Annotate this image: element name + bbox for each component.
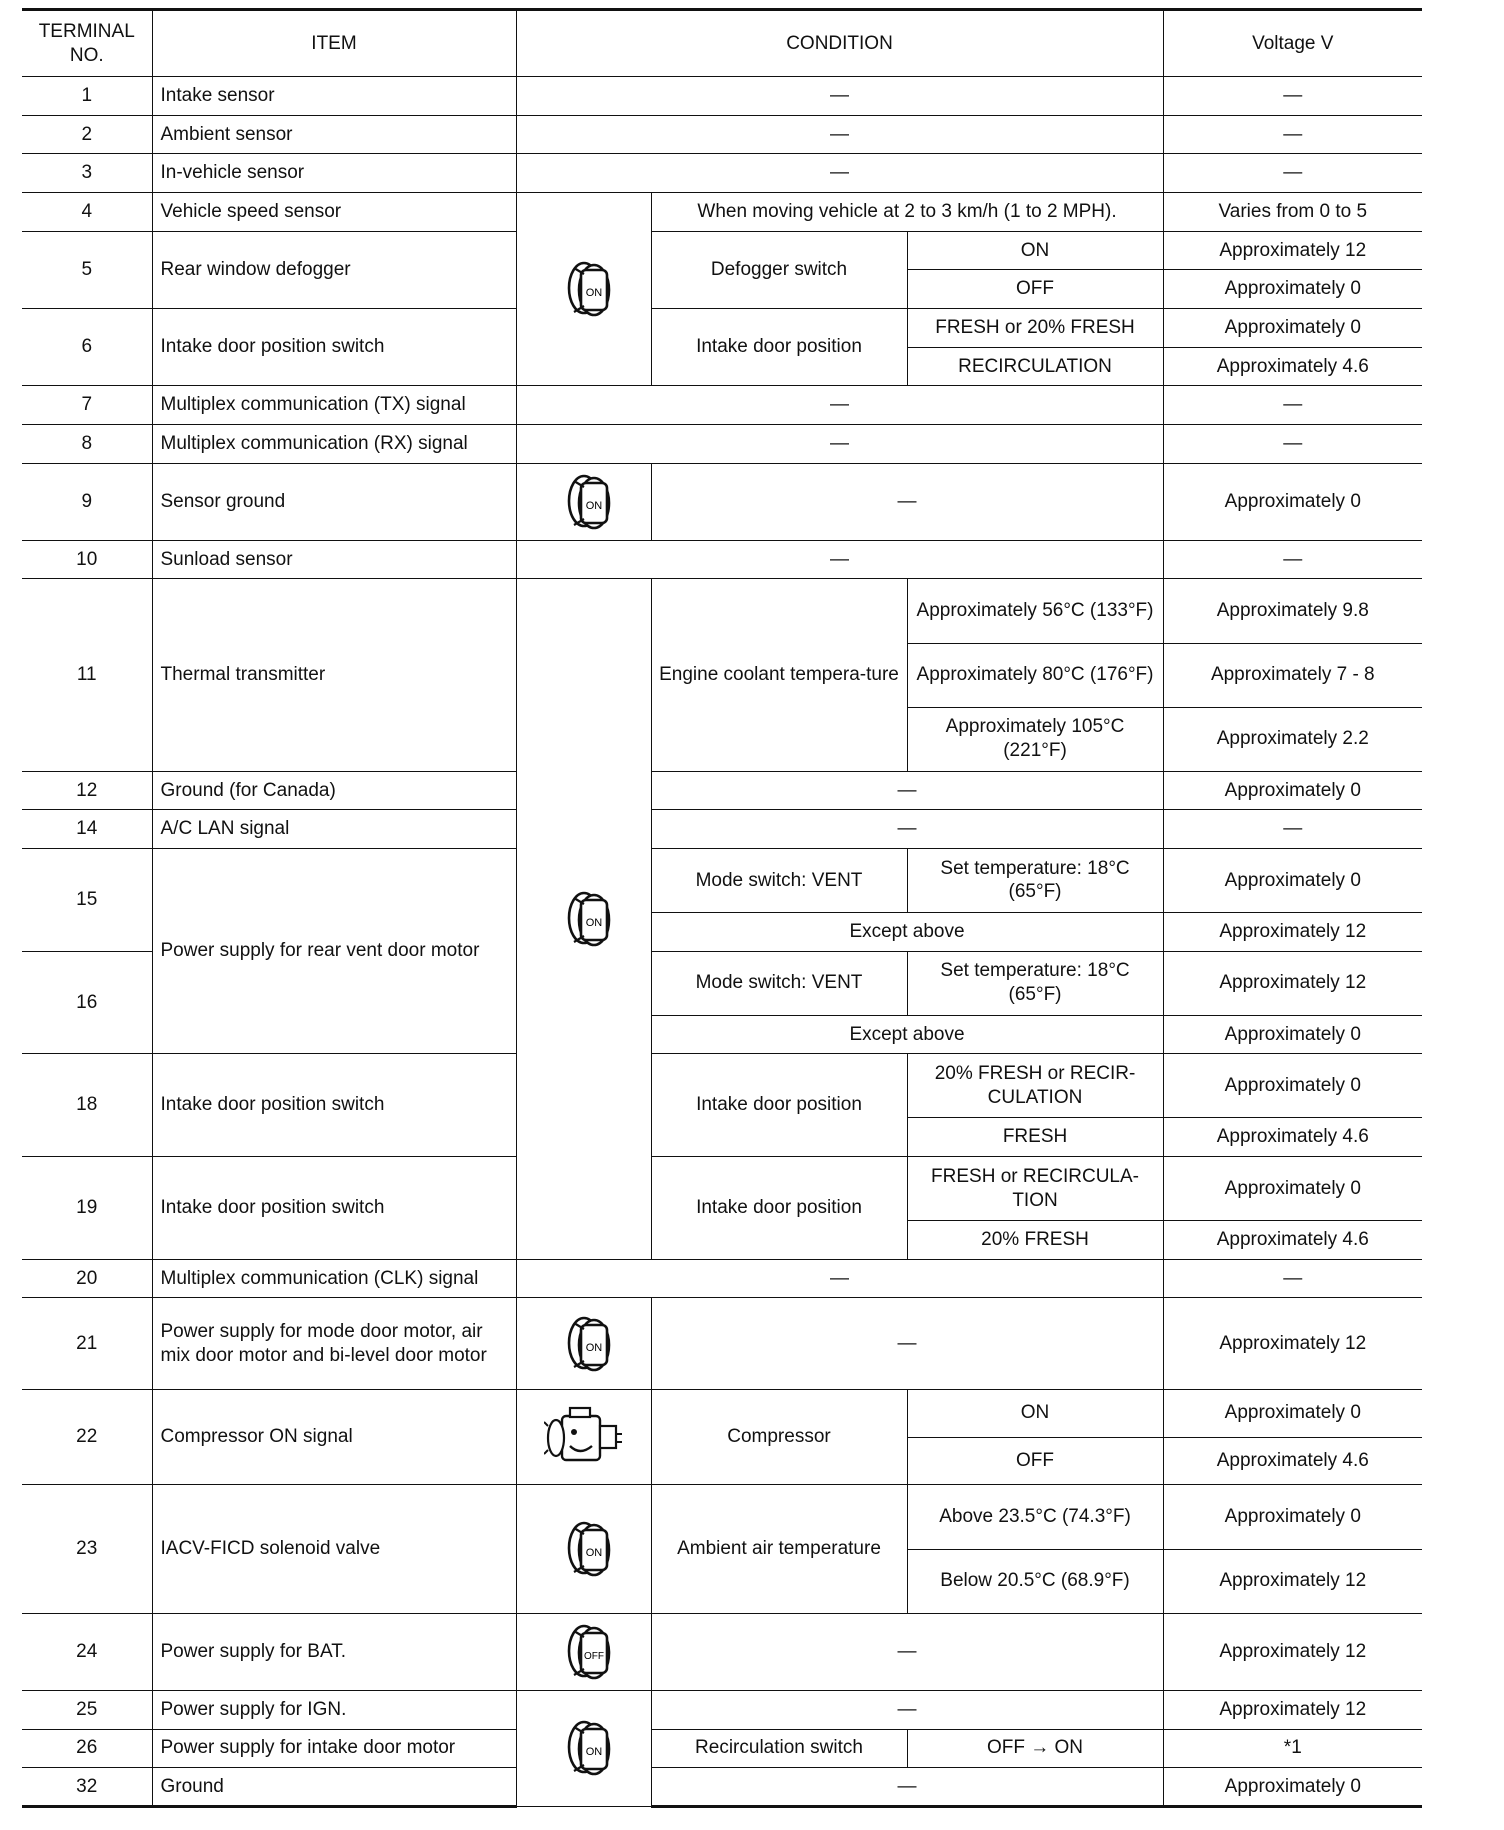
voltage: Varies from 0 to 5 xyxy=(1163,193,1422,232)
condition: — xyxy=(516,154,1163,193)
item-name: Ground xyxy=(152,1768,516,1807)
voltage: — xyxy=(1163,810,1422,849)
ignition-on-icon xyxy=(554,886,614,952)
table-row xyxy=(22,115,1422,154)
table-row xyxy=(22,77,1422,116)
table-row xyxy=(22,1259,1422,1298)
condition: Except above xyxy=(651,1015,1163,1054)
condition: Except above xyxy=(651,912,1163,951)
condition: Compressor xyxy=(651,1389,907,1485)
sub-condition: ON xyxy=(907,1389,1163,1437)
sub-condition: Approximately 80°C (176°F) xyxy=(907,643,1163,707)
table-row xyxy=(22,579,1422,643)
ignition-on-icon-cell xyxy=(516,1690,651,1806)
sub-condition: Below 20.5°C (68.9°F) xyxy=(907,1549,1163,1613)
ignition-on-icon xyxy=(554,469,614,535)
ignition-off-icon xyxy=(554,1619,614,1685)
item-name: Rear window defogger xyxy=(152,231,516,308)
condition: — xyxy=(516,424,1163,463)
condition: — xyxy=(651,1613,1163,1690)
sub-condition: Approximately 105°C (221°F) xyxy=(907,707,1163,771)
terminal-no: 20 xyxy=(22,1259,152,1298)
sub-condition: 20% FRESH xyxy=(907,1221,1163,1260)
voltage: — xyxy=(1163,154,1422,193)
voltage: Approximately 0 xyxy=(1163,771,1422,810)
sub-condition: ON xyxy=(907,231,1163,270)
voltage: Approximately 0 xyxy=(1163,463,1422,540)
sub-condition: OFF xyxy=(907,270,1163,309)
table-row xyxy=(22,308,1422,347)
ignition-on-icon xyxy=(554,256,614,322)
item-name: Power supply for BAT. xyxy=(152,1613,516,1690)
item-name: Power supply for IGN. xyxy=(152,1690,516,1729)
item-name: Ambient sensor xyxy=(152,115,516,154)
svg-text:ON: ON xyxy=(585,1547,602,1560)
table-row xyxy=(22,424,1422,463)
condition: Recirculation switch xyxy=(651,1729,907,1768)
item-name: In-vehicle sensor xyxy=(152,154,516,193)
condition: Intake door position xyxy=(651,1157,907,1260)
sub-condition: OFF → ON xyxy=(907,1729,1163,1768)
table-row xyxy=(22,1613,1422,1690)
condition: Mode switch: VENT xyxy=(651,848,907,912)
svg-text:ON: ON xyxy=(585,1746,602,1759)
voltage: Approximately 0 xyxy=(1163,1157,1422,1221)
condition: — xyxy=(516,1259,1163,1298)
terminal-no: 5 xyxy=(22,231,152,308)
item-name: Thermal transmitter xyxy=(152,579,516,771)
table-row xyxy=(22,386,1422,425)
table-row xyxy=(22,1157,1422,1221)
terminal-no: 10 xyxy=(22,540,152,579)
item-name: Intake sensor xyxy=(152,77,516,116)
voltage: — xyxy=(1163,115,1422,154)
condition: Ambient air temperature xyxy=(651,1485,907,1613)
item-name: Vehicle speed sensor xyxy=(152,193,516,232)
table-row xyxy=(22,463,1422,540)
sub-condition: Approximately 56°C (133°F) xyxy=(907,579,1163,643)
item-name: Power supply for rear vent door motor xyxy=(152,848,516,1053)
condition: Intake door position xyxy=(651,308,907,385)
voltage: Approximately 2.2 xyxy=(1163,707,1422,771)
voltage: Approximately 0 xyxy=(1163,270,1422,309)
item-name: Multiplex communication (TX) signal xyxy=(152,386,516,425)
terminal-no: 21 xyxy=(22,1298,152,1390)
item-name: Power supply for mode door motor, air mix door motor and bi-level door motor xyxy=(152,1298,516,1390)
voltage: Approximately 0 xyxy=(1163,1015,1422,1054)
voltage: Approximately 12 xyxy=(1163,1613,1422,1690)
terminal-no: 7 xyxy=(22,386,152,425)
item-name: IACV-FICD solenoid valve xyxy=(152,1485,516,1613)
voltage: Approximately 12 xyxy=(1163,231,1422,270)
item-name: Multiplex communication (CLK) signal xyxy=(152,1259,516,1298)
header-item: ITEM xyxy=(152,10,516,77)
terminal-no: 15 xyxy=(22,848,152,951)
table-header-row xyxy=(22,10,1422,77)
terminal-no: 14 xyxy=(22,810,152,849)
item-name: Sunload sensor xyxy=(152,540,516,579)
voltage: Approximately 4.6 xyxy=(1163,347,1422,386)
terminal-no: 16 xyxy=(22,951,152,1054)
condition: — xyxy=(651,1768,1163,1807)
table-row xyxy=(22,1298,1422,1390)
svg-text:ON: ON xyxy=(585,499,602,512)
condition: — xyxy=(516,115,1163,154)
sub-condition: OFF xyxy=(907,1437,1163,1485)
item-name: Sensor ground xyxy=(152,463,516,540)
ignition-on-icon xyxy=(554,1516,614,1582)
voltage: Approximately 12 xyxy=(1163,912,1422,951)
terminal-no: 11 xyxy=(22,579,152,771)
voltage: Approximately 0 xyxy=(1163,308,1422,347)
svg-text:ON: ON xyxy=(585,917,602,930)
sub-condition: 20% FRESH or RECIR-CULATION xyxy=(907,1054,1163,1118)
sub-condition: Set temperature: 18°C (65°F) xyxy=(907,848,1163,912)
terminal-no: 19 xyxy=(22,1157,152,1260)
sub-condition: FRESH or RECIRCULA-TION xyxy=(907,1157,1163,1221)
condition: — xyxy=(651,1298,1163,1390)
terminal-no: 26 xyxy=(22,1729,152,1768)
table-row xyxy=(22,1054,1422,1118)
ignition-on-icon-cell xyxy=(516,579,651,1259)
voltage: — xyxy=(1163,77,1422,116)
table-row xyxy=(22,1690,1422,1729)
sub-condition: Above 23.5°C (74.3°F) xyxy=(907,1485,1163,1549)
voltage: Approximately 4.6 xyxy=(1163,1221,1422,1260)
terminal-no: 1 xyxy=(22,77,152,116)
item-name: Multiplex communication (RX) signal xyxy=(152,424,516,463)
terminal-no: 12 xyxy=(22,771,152,810)
condition: Mode switch: VENT xyxy=(651,951,907,1015)
voltage: Approximately 12 xyxy=(1163,1690,1422,1729)
voltage: Approximately 0 xyxy=(1163,1768,1422,1807)
terminal-no: 32 xyxy=(22,1768,152,1807)
voltage: Approximately 12 xyxy=(1163,1298,1422,1390)
item-name: Power supply for intake door motor xyxy=(152,1729,516,1768)
table-row xyxy=(22,1485,1422,1549)
sub-condition: FRESH or 20% FRESH xyxy=(907,308,1163,347)
voltage: — xyxy=(1163,386,1422,425)
condition: — xyxy=(651,463,1163,540)
terminal-no: 18 xyxy=(22,1054,152,1157)
condition: — xyxy=(651,810,1163,849)
voltage: Approximately 0 xyxy=(1163,1389,1422,1437)
voltage: — xyxy=(1163,1259,1422,1298)
terminal-no: 9 xyxy=(22,463,152,540)
terminal-spec-table xyxy=(22,8,1422,1808)
condition: Defogger switch xyxy=(651,231,907,308)
item-name: Compressor ON signal xyxy=(152,1389,516,1485)
voltage: — xyxy=(1163,540,1422,579)
table-row xyxy=(22,540,1422,579)
sub-condition: FRESH xyxy=(907,1118,1163,1157)
item-name: Intake door position switch xyxy=(152,1157,516,1260)
condition: — xyxy=(516,540,1163,579)
svg-text:ON: ON xyxy=(585,1341,602,1354)
condition: Engine coolant tempera-ture xyxy=(651,579,907,771)
item-name: Intake door position switch xyxy=(152,308,516,385)
terminal-no: 25 xyxy=(22,1690,152,1729)
terminal-no: 6 xyxy=(22,308,152,385)
ignition-on-icon xyxy=(554,1715,614,1781)
svg-text:ON: ON xyxy=(585,287,602,300)
sub-condition: Set temperature: 18°C (65°F) xyxy=(907,951,1163,1015)
table-row xyxy=(22,1729,1422,1768)
voltage: — xyxy=(1163,424,1422,463)
table-row xyxy=(22,231,1422,270)
table-row xyxy=(22,1389,1422,1437)
terminal-no: 24 xyxy=(22,1613,152,1690)
ignition-on-icon-cell xyxy=(516,1485,651,1613)
terminal-no: 2 xyxy=(22,115,152,154)
engine-running-icon xyxy=(544,1404,624,1470)
terminal-no: 3 xyxy=(22,154,152,193)
voltage: Approximately 4.6 xyxy=(1163,1118,1422,1157)
ignition-off-icon-cell xyxy=(516,1613,651,1690)
terminal-no: 8 xyxy=(22,424,152,463)
ignition-on-icon-cell xyxy=(516,193,651,386)
table-row xyxy=(22,848,1422,912)
voltage: Approximately 0 xyxy=(1163,1054,1422,1118)
engine-running-icon-cell xyxy=(516,1389,651,1485)
terminal-no: 22 xyxy=(22,1389,152,1485)
condition: — xyxy=(516,77,1163,116)
condition: — xyxy=(651,771,1163,810)
table-row xyxy=(22,193,1422,232)
voltage: Approximately 7 - 8 xyxy=(1163,643,1422,707)
header-voltage: Voltage V xyxy=(1163,10,1422,77)
ignition-on-icon-cell xyxy=(516,463,651,540)
ignition-on-icon-cell xyxy=(516,1298,651,1390)
table-row xyxy=(22,154,1422,193)
voltage: Approximately 12 xyxy=(1163,1549,1422,1613)
voltage: Approximately 12 xyxy=(1163,951,1422,1015)
ignition-on-icon xyxy=(554,1311,614,1377)
terminal-no: 4 xyxy=(22,193,152,232)
voltage: Approximately 4.6 xyxy=(1163,1437,1422,1485)
table-row xyxy=(22,1768,1422,1807)
table-row xyxy=(22,810,1422,849)
header-condition: CONDITION xyxy=(516,10,1163,77)
item-name: A/C LAN signal xyxy=(152,810,516,849)
header-terminal-no: TERMINAL NO. xyxy=(22,10,152,77)
item-name: Ground (for Canada) xyxy=(152,771,516,810)
voltage: *1 xyxy=(1163,1729,1422,1768)
item-name: Intake door position switch xyxy=(152,1054,516,1157)
voltage: Approximately 0 xyxy=(1163,848,1422,912)
sub-condition: RECIRCULATION xyxy=(907,347,1163,386)
svg-text:OFF: OFF xyxy=(583,1650,604,1662)
condition: When moving vehicle at 2 to 3 km/h (1 to 2 MPH). xyxy=(651,193,1163,232)
terminal-no: 23 xyxy=(22,1485,152,1613)
condition: — xyxy=(651,1690,1163,1729)
voltage: Approximately 9.8 xyxy=(1163,579,1422,643)
condition: — xyxy=(516,386,1163,425)
table-row xyxy=(22,771,1422,810)
voltage: Approximately 0 xyxy=(1163,1485,1422,1549)
condition: Intake door position xyxy=(651,1054,907,1157)
